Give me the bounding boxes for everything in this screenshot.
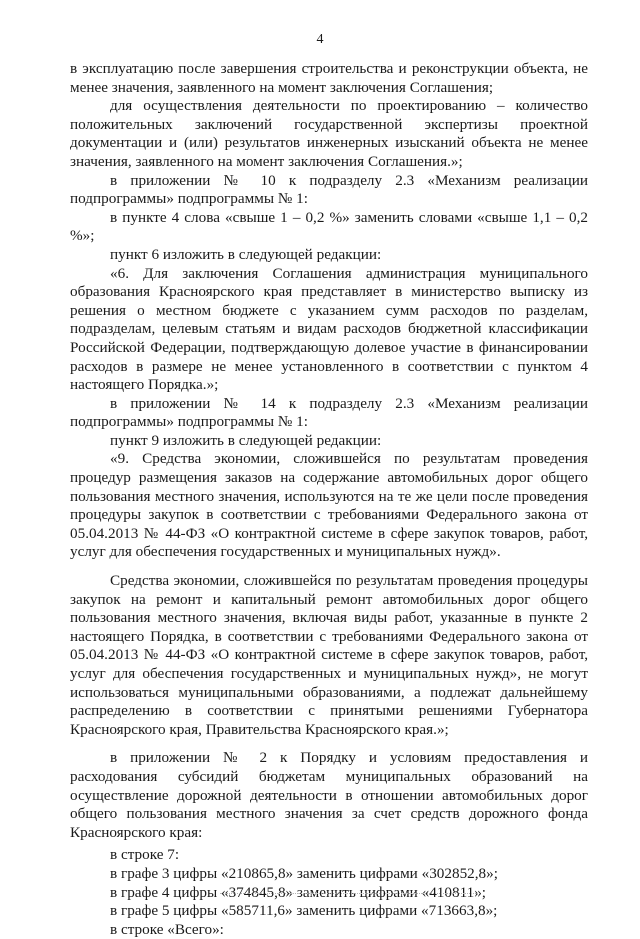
document-body [70, 60, 588, 939]
footer-divider [220, 893, 480, 894]
paragraph-savings-repair: Средства экономии, сложившейся по результатам проведения процедуры закупок на ремонт и капитальный ремонт автомобильных дорог общего пользования местного значения, включая виды работ, указанные в пункте 2 настоящего Порядка, в соответствии с требованиями Федерального закона от 05.04.2013 № 44-ФЗ «О контрактной системе в сфере закупок товаров, работ, услуг для обеспечения государственных и муниципальных нужд», не могут использоваться муниципальными образованиями, а подлежат дальнейшему распределению в соответствии с принятыми решениями Губернатора Красноярского края, Правительства Красноярского края.»; [70, 572, 588, 738]
paragraph-appendix-10: в приложении № 10 к подразделу 2.3 «Механизм реализации подпрограммы» подпрограммы № 1: [70, 171, 588, 208]
page-number: 4 [316, 32, 324, 47]
paragraph-column-3: в графе 3 цифры «210865,8» заменить цифрами «302852,8»; [110, 864, 498, 882]
paragraph-appendix-14: в приложении № 14 к подразделу 2.3 «Механизм реализации подпрограммы» подпрограммы № 1: [70, 394, 588, 431]
paragraph-column-4: в графе 4 цифры «374845,8» заменить цифрами «410811»; [110, 883, 487, 901]
paragraph-appendix-2: в приложении № 2 к Порядку и условиям предоставления и расходования субсидий бюджетам муниципальных образований на осуществление дорожной деятельности в отношении автомобильных дорог общего пользования местного значения за счет средств дорожного фонда Красноярского края: [70, 749, 588, 841]
paragraph-design-activity: для осуществления деятельности по проектированию – количество положительных заключений государственной экспертизы проектной документации и (или) результатов инженерных изысканий объекта не менее значения, заявленного на момент заключения Соглашения.»; [70, 97, 588, 170]
paragraph-row-total: в строке «Всего»: [110, 920, 224, 938]
paragraph-point-9-text: «9. Средства экономии, сложившейся по результатам проведения процедур размещения заказов на содержание автомобильных дорог общего пользования местного значения, используются на те же цели после проведения процедуры закупок в соответствии с требованиями Федерального закона от 05.04.2013 № 44-ФЗ «О контрактной системе в сфере закупок товаров, работ, услуг для обеспечения государственных и муниципальных нужд». [70, 450, 588, 561]
paragraph-row-7: в строке 7: [110, 846, 180, 864]
paragraph-point-4-replace: в пункте 4 слова «свыше 1 – 0,2 %» заменить словами «свыше 1,1 – 0,2 %»; [70, 208, 588, 245]
paragraph-column-5: в графе 5 цифры «585711,6» заменить цифрами «713663,8»; [110, 902, 498, 920]
paragraph-point-6-intro: пункт 6 изложить в следующей редакции: [110, 245, 382, 263]
paragraph-exploitation-continuation: в эксплуатацию после завершения строительства и реконструкции объекта, не менее значения, заявленного на момент заключения Соглашения; [70, 60, 588, 96]
paragraph-point-6-text: «6. Для заключения Соглашения администрация муниципального образования Красноярского края представляет в министерство выписку из решения о местном бюджете с указанием сумм расходов по разделам, подразделам, целевым статьям и видам расходов бюджетной классификации Российской Федерации, подтверждающую долевое участие в финансировании расходов в размере не менее установленного в соответствии с пунктом 4 настоящего Порядка.»; [70, 264, 588, 394]
paragraph-point-9-intro: пункт 9 изложить в следующей редакции: [110, 431, 382, 449]
